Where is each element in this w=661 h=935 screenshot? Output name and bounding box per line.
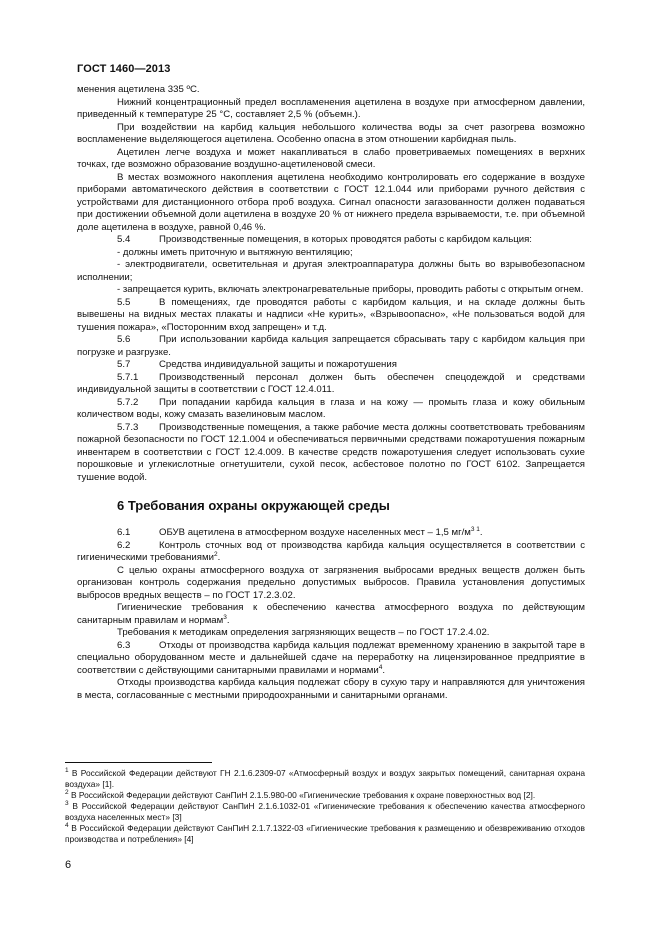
paragraph: В местах возможного накопления ацетилена необходимо контролировать его содержание в воздухе приборами автоматического действия в соответствии с ГОСТ 12.1.044 или приборами ручного действия с устройствами для дистанционного отбора проб воздуха. Сигнал опасности загазованности должен подаваться при достижении объемной доли ацетилена в воздухе 20 % от нижнего предела взрываемости, т.е. при объемной доле ацетилена в воздухе, равной 0,46 %. bbox=[77, 171, 585, 233]
clause-number: 5.7 bbox=[117, 359, 131, 370]
clause-text: Средства индивидуальной защиты и пожаротушения bbox=[159, 359, 397, 370]
footnote-ref: 3 bbox=[223, 613, 227, 621]
paragraph: Отходы производства карбида кальция подлежат сбору в сухую тару и направляются для уничтожения в места, согласованные с местными природоохранными и санитарными органами. bbox=[77, 677, 585, 701]
clause-5-6 bbox=[77, 334, 585, 359]
clause-number: 6.2 bbox=[117, 539, 131, 551]
paragraph: С целью охраны атмосферного воздуха от загрязнения выбросами вредных веществ должен быть организован контроль содержания предельно допустимых выбросов. Правила установления допустимых выбросов вредных веществ – по ГОСТ 17.2.3.02. bbox=[77, 564, 585, 601]
paragraph: Требования к методикам определения загрязняющих веществ – по ГОСТ 17.2.4.02. bbox=[117, 627, 490, 638]
clause-number: 6.3 bbox=[117, 639, 131, 651]
clause-text: Производственные помещения, в которых проводятся работы с карбидом кальция: bbox=[159, 234, 532, 245]
clause-text: Производственные помещения, а также рабочие места должны соответствовать требованиям пожарной безопасности по ГОСТ 12.1.004 и обеспечиваться первичными средствами пожаротушения пожарным инвентарем в соответствии с ГОСТ 12.4.009. В качестве средств пожаротушения следует использовать сухие порошковые и углекислотные огнетушители, сухой песок, асбестовое полотно по ГОСТ 6102. Запрещается тушение водой. bbox=[77, 421, 585, 483]
footnote bbox=[65, 790, 585, 801]
clause-number: 5.7.1 bbox=[117, 371, 139, 383]
footnote-divider bbox=[65, 762, 212, 763]
paragraph: менения ацетилена 335 ºС. bbox=[77, 84, 200, 95]
clause-text: В помещениях, где проводятся работы с карбидом кальция, и на складе должны быть вывешены на видных местах плакаты и надписи «Не курить», «Взрывоопасно», «Не пользоваться водой для тушения пожара», «Посторонним вход запрещен» и т.д. bbox=[77, 296, 585, 333]
clause-number: 5.7.2 bbox=[117, 396, 139, 408]
footnote-mark: 4 bbox=[65, 822, 69, 829]
list-item: - запрещается курить, включать электронагревательные приборы, проводить работы с открытым огнем. bbox=[117, 284, 584, 295]
footnote-text: В Российской Федерации действуют СанПиН 2.1.6.1032-01 «Гигиенические требования к обеспечению качества атмосферного воздуха населенных мест» [3] bbox=[65, 801, 585, 822]
footnote bbox=[65, 823, 585, 845]
footnote-mark: 3 bbox=[65, 800, 69, 807]
footnote bbox=[65, 768, 585, 790]
footnote-text: В Российской Федерации действуют ГН 2.1.6.2309-07 «Атмосферный воздух и воздух закрытых помещений, санитарная охрана воздуха» [1]. bbox=[65, 768, 585, 789]
clause-text: ОБУВ ацетилена в атмосферном воздухе населенных мест – 1,5 мг/м bbox=[159, 527, 471, 538]
clause-number: 5.6 bbox=[117, 334, 131, 345]
footnotes bbox=[65, 768, 585, 845]
punctuation: . bbox=[217, 552, 221, 563]
clause-5-7-1 bbox=[77, 372, 585, 397]
clause-text: При попадании карбида кальция в глаза и на кожу — промыть глаза и кожу обильным количеством воды, кожу смазать вазелиновым маслом. bbox=[77, 396, 585, 420]
clause-text: Отходы от производства карбида кальция подлежат временному хранению в закрытой таре в специально оборудованном месте и дальнейшей сдаче на переработку на лицензированное предприятие в соответствии с действующими санитарными правилами и нормами bbox=[77, 639, 585, 676]
footnote-mark: 2 bbox=[65, 789, 69, 796]
clause-number: 5.7.3 bbox=[117, 421, 139, 433]
clause-5-7-3 bbox=[77, 422, 585, 485]
paragraph-text: Гигиенические требования к обеспечению качества атмосферного воздуха по действующим санитарным правилам и нормам bbox=[77, 602, 585, 626]
page-number: 6 bbox=[65, 859, 72, 871]
clause-5-4 bbox=[77, 234, 585, 247]
paragraph: Нижний концентрационный предел воспламенения ацетилена в воздухе при атмосферном давлении, приведенный к температуре 25 °С, составляет 2,5 % (объемн.). bbox=[77, 96, 585, 120]
footnote-ref: 2 bbox=[213, 551, 218, 558]
clause-5-7-2 bbox=[77, 397, 585, 422]
clause-text: Производственный персонал должен быть обеспечен спецодеждой и средствами индивидуальной защиты в соответствии с ГОСТ 12.4.011. bbox=[77, 371, 585, 395]
footnote bbox=[65, 801, 585, 823]
punctuation: . bbox=[382, 664, 386, 676]
document-body bbox=[77, 84, 585, 702]
clause-number: 6.1 bbox=[117, 527, 131, 538]
footnote-mark: 1 bbox=[65, 767, 69, 774]
clause-number: 5.5 bbox=[117, 296, 131, 308]
paragraph: Ацетилен легче воздуха и может накапливаться в слабо проветриваемых помещениях в верхних точках, где возможно образование воздушно-ацетиленовой смеси. bbox=[77, 146, 585, 170]
footnote-ref: 3 1 bbox=[470, 526, 480, 533]
clause-number: 5.4 bbox=[117, 234, 131, 245]
footnote-text: В Российской Федерации действуют СанПиН 2.1.5.980-00 «Гигиенические требования к охране поверхностных вод [2]. bbox=[68, 790, 536, 800]
clause-5-5 bbox=[77, 297, 585, 335]
clause-text: Контроль сточных вод от производства карбида кальция осуществляется в соответствии с гигиеническими требованиями bbox=[77, 539, 585, 563]
clause-6-3 bbox=[77, 640, 585, 678]
paragraph: При воздействии на карбид кальция небольшого количества воды за счет разогрева возможно воспламенение выделяющегося ацетилена. Особенно опасна в этом отношении карбидная пыль. bbox=[77, 121, 585, 145]
paragraph bbox=[77, 602, 585, 627]
clause-5-7 bbox=[77, 359, 585, 372]
footnote-ref: 4 bbox=[378, 663, 383, 671]
document-header: ГОСТ 1460—2013 bbox=[77, 63, 171, 75]
list-item: - электродвигатели, осветительная и другая электроаппаратура должны быть во взрывобезопасном исполнении; bbox=[77, 259, 585, 283]
section-heading: 6 Требования охраны окружающей среды bbox=[117, 498, 390, 513]
clause-6-2 bbox=[77, 540, 585, 565]
punctuation: . bbox=[226, 614, 230, 626]
clause-6-1 bbox=[77, 527, 585, 540]
clause-text: При использовании карбида кальция запрещается сбрасывать тару с карбидом кальция при погрузке и разгрузке. bbox=[77, 334, 585, 358]
list-item: - должны иметь приточную и вытяжную вентиляцию; bbox=[117, 246, 353, 258]
punctuation: . bbox=[479, 527, 483, 538]
footnote-text: В Российской Федерации действуют СанПиН 2.1.7.1322-03 «Гигиенические требования к размещению и обезвреживанию отходов производства и потребления» [4] bbox=[65, 823, 585, 844]
